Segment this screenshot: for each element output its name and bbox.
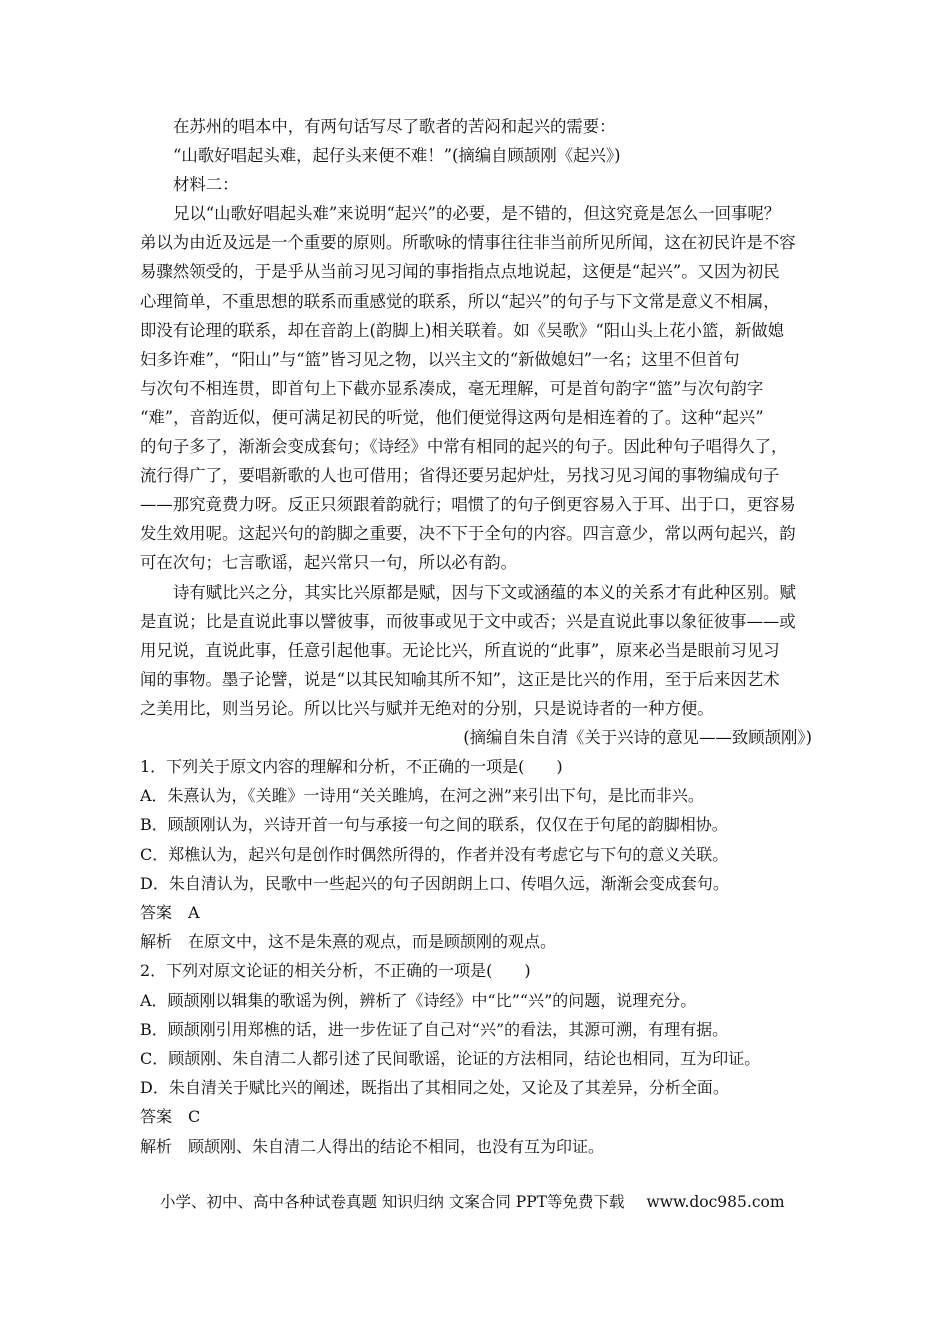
option-d: D．朱自清关于赋比兴的阐述，既指出了其相同之处，又论及了其差异，分析全面。 [140,1078,729,1098]
answer-value: C [188,1107,201,1127]
para-line: 是直说；比是直说此事以譬彼事，而彼事或见于文中或否；兴是直说此事以象征彼事——或 [140,611,796,631]
option-c: C．顾颉刚、朱自清二人都引述了民间歌谣，论证的方法相同，结论也相同，互为印证。 [140,1048,761,1068]
source-citation: (摘编自朱自清《关于兴诗的意见——致顾颉刚》) [463,727,812,747]
analysis-row [140,927,812,956]
intro-quote: “山歌好唱起头难，起仔头来便不难！”(摘编自顾颉刚《起兴》) [173,146,621,166]
option-b: B．顾颉刚认为，兴诗开首一句与承接一句之间的联系，仅仅在于句尾的韵脚相协。 [140,815,728,835]
analysis-text: 顾颉刚、朱自清二人得出的结论不相同，也没有互为印证。 [188,1136,605,1156]
question-2 [140,956,812,1160]
para-line: 闻的事物。墨子论譬，说是“以其民知喻其所不知”，这正是比兴的作用，至于后来因艺术 [140,669,780,689]
option-c: C．郑樵认为，起兴句是创作时偶然所得的，作者并没有考虑它与下句的意义关联。 [140,844,729,864]
para-line: 心理简单，不重思想的联系而重感觉的联系，所以“起兴”的句子与下文常是意义不相属， [140,291,780,311]
page-footer [160,1190,820,1212]
answer-value: A [188,903,200,922]
para-line: 之美用比，则当另论。所以比兴与赋并无绝对的分别，只是说诗者的一种方便。 [140,698,714,718]
para-line: 诗有赋比兴之分，其实比兴原都是赋，因与下文或涵蕴的本义的关系才有此种区别。赋 [173,582,796,602]
answer-row [140,898,812,927]
para-line: 弟以为由近及远是一个重要的原则。所歌咏的情事往往非当前所见所闻，这在初民许是不容 [140,233,796,253]
option-a: A．朱熹认为，《关雎》一诗用“关关雎鸠，在河之洲”来引出下句，是比而非兴。 [140,786,704,806]
answer-label: 答案 [140,1107,173,1127]
para-line: 易骤然领受的，于是乎从当前习见习闻的事指指点点地说起，这便是“起兴”。又因为初民 [140,262,780,282]
content-column [140,112,812,1161]
para-line: 可在次句；七言歌谣，起兴常只一句，所以必有韵。 [140,553,517,573]
answer-label: 答案 [140,903,173,922]
para-line: ——那究竟费力呀。反正只须跟着韵就行；唱惯了的句子倒更容易入于耳、出于口，更容易 [140,495,796,515]
option-a: A．顾颉刚以辑集的歌谣为例，辨析了《诗经》中“比”“兴”的问题，说理充分。 [140,990,697,1010]
para-line: 即没有论理的联系，却在音韵上(韵脚上)相关联着。如《吴歌》“阳山头上花小篮，新做媳 [140,320,785,340]
para-line: “难”，音韵近似，便可满足初民的听觉，他们便觉得这两句是相连着的了。这种“起兴” [140,407,764,427]
option-d: D．朱自清认为，民歌中一些起兴的句子因朗朗上口、传唱久远，渐渐会变成套句。 [140,873,729,893]
para-line: 用兄说，直说此事，任意引起他事。无论比兴，所直说的“此事”，原来必当是眼前习见习 [140,640,780,660]
analysis-row [140,1132,812,1161]
footer-url[interactable]: www.doc985.com [646,1193,785,1211]
option-b: B．顾颉刚引用郑樵的话，进一步佐证了自己对“兴”的看法，其源可溯，有理有据。 [140,1019,729,1039]
answer-row [140,1102,812,1131]
question-stem: 1．下列关于原文内容的理解和分析，不正确的一项是( ) [140,757,563,777]
para-line: 发生效用呢。这起兴句的韵脚之重要，决不下于全句的内容。四言意少，常以两句起兴，韵 [140,524,796,544]
analysis-text: 在原文中，这不是朱熹的观点，而是顾颉刚的观点。 [188,932,557,952]
question-stem: 2．下列对原文论证的相关分析，不正确的一项是( ) [140,961,531,981]
paragraph-1 [140,199,812,577]
question-1 [140,752,812,956]
para-line: 的句子多了，渐渐会变成套句；《诗经》中常有相同的起兴的句子。因此种句子唱得久了， [140,437,788,457]
footer-text: 小学、初中、高中各种试卷真题 知识归纳 文案合同 PPT等免费下载 [160,1193,625,1211]
para-line: 妇多许难”，“阳山”与“篮”皆习见之物，以兴主文的“新做媳妇”一名；这里不但首句 [140,349,740,369]
para-line: 流行得广了，要唱新歌的人也可借用；省得还要另起炉灶，另找习见习闻的事物编成句子 [140,466,780,486]
analysis-label: 解析 [140,932,173,952]
paragraph-2 [140,578,812,723]
para-line: 兄以“山歌好唱起头难”来说明“起兴”的必要，是不错的，但这究竟是怎么一回事呢？ [173,204,781,224]
material-two-heading: 材料二： [173,175,239,195]
analysis-label: 解析 [140,1136,173,1156]
para-line: 与次句不相连贯，即首句上下截亦显系凑成，毫无理解，可是首句韵字“篮”与次句韵字 [140,378,764,398]
intro-line: 在苏州的唱本中，有两句话写尽了歌者的苦闷和起兴的需要： [173,117,616,136]
